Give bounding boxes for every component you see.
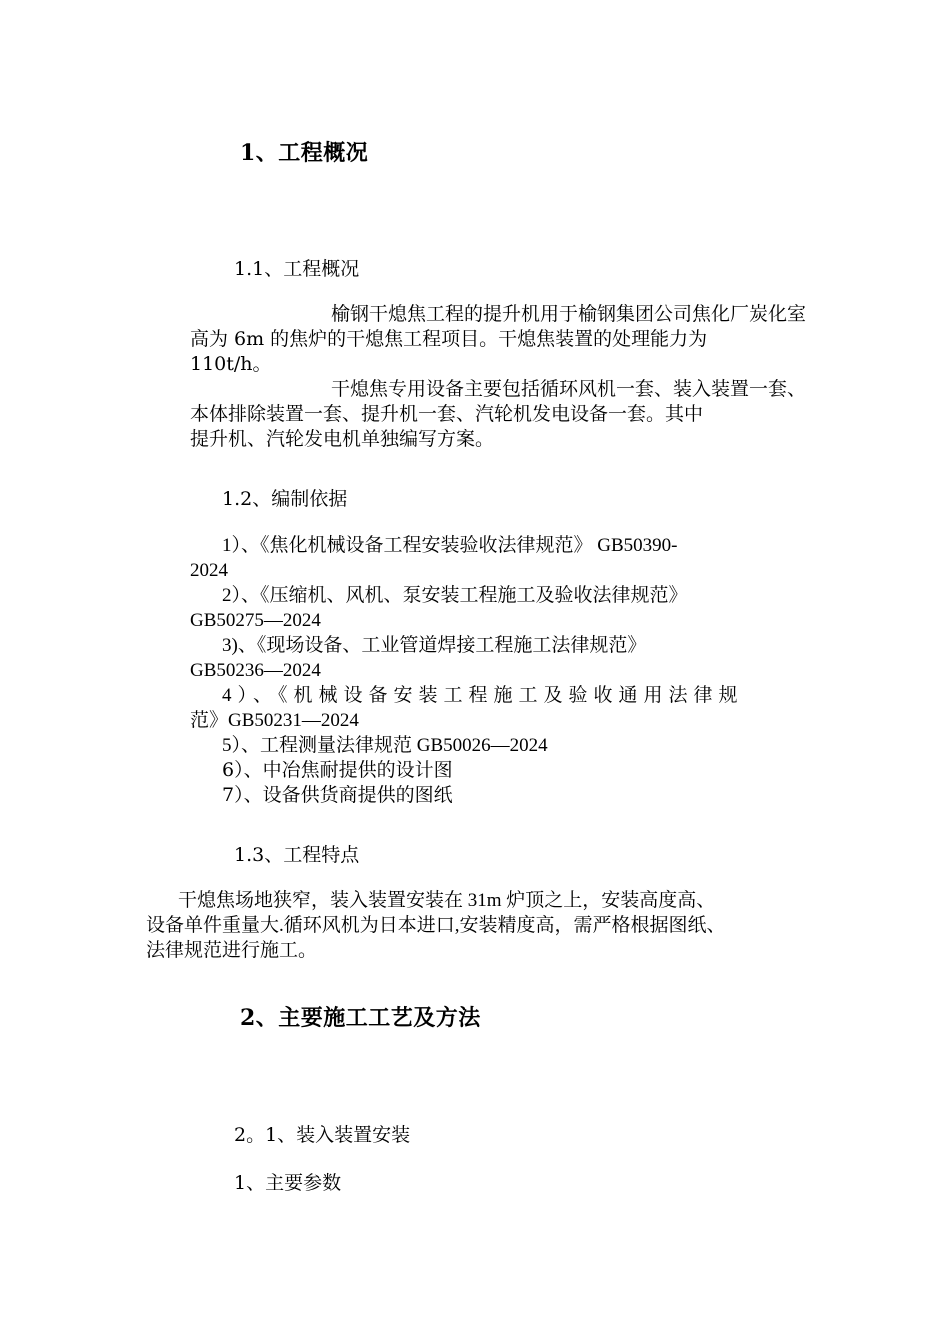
subsection-1-3-heading: 1.3、工程特点 xyxy=(234,844,360,866)
list-item: 3)、《现场设备、工业管道焊接工程施工法律规范》 xyxy=(222,635,647,656)
text-line: 干熄焦专用设备主要包括循环风机一套、装入装置一套、 xyxy=(330,378,806,400)
list-item: 4）、《机械设备安装工程施工及验收通用法律规 xyxy=(222,685,744,706)
list-item: 5）、工程测量法律规范 GB50026—2024 xyxy=(222,735,548,756)
list-item: 1）、《焦化机械设备工程安装验收法律规范》 GB50390- xyxy=(222,535,678,556)
overview-paragraph-1 xyxy=(190,302,806,377)
list-item: 6）、中冶焦耐提供的设计图 xyxy=(222,759,453,781)
reference-list xyxy=(190,533,806,808)
text-line: 法律规范进行施工。 xyxy=(146,940,318,961)
list-item: 2）、《压缩机、风机、泵安装工程施工及验收法律规范》 xyxy=(222,585,688,606)
list-item-continuation: 2024 xyxy=(190,560,228,581)
text-line: 提升机、汽轮发电机单独编写方案。 xyxy=(190,428,495,450)
item-1-heading: 1、主要参数 xyxy=(234,1172,342,1194)
list-item: 7）、设备供货商提供的图纸 xyxy=(222,784,453,806)
text-line: 高为 6m 的焦炉的干熄焦工程项目。干熄焦装置的处理能力为 xyxy=(190,328,708,350)
section-1-title: 1、工程概况 xyxy=(240,140,369,166)
features-paragraph xyxy=(146,888,826,963)
text-line: 本体排除装置一套、提升机一套、汽轮机发电设备一套。其中 xyxy=(190,403,704,425)
text-line: 110t/h。 xyxy=(190,353,272,375)
section-2-title: 2、主要施工工艺及方法 xyxy=(240,1005,481,1031)
list-item-continuation: GB50275—2024 xyxy=(190,610,321,631)
subsection-1-2-heading: 1.2、编制依据 xyxy=(222,488,348,510)
list-item-continuation: GB50236—2024 xyxy=(190,660,321,681)
text-line: 榆钢干熄焦工程的提升机用于榆钢集团公司焦化厂炭化室 xyxy=(330,303,806,325)
text-line: 干熄焦场地狭窄，装入装置安装在 31m 炉顶之上，安装高度高、 xyxy=(178,890,716,911)
subsection-2-1-heading: 2。1、装入装置安装 xyxy=(234,1124,411,1146)
text-line: 设备单件重量大.循环风机为日本进口,安装精度高，需严格根据图纸、 xyxy=(146,915,726,936)
list-item-continuation: 范》GB50231—2024 xyxy=(190,710,359,731)
overview-paragraph-2 xyxy=(190,377,806,452)
subsection-1-1-heading: 1.1、工程概况 xyxy=(234,258,360,280)
